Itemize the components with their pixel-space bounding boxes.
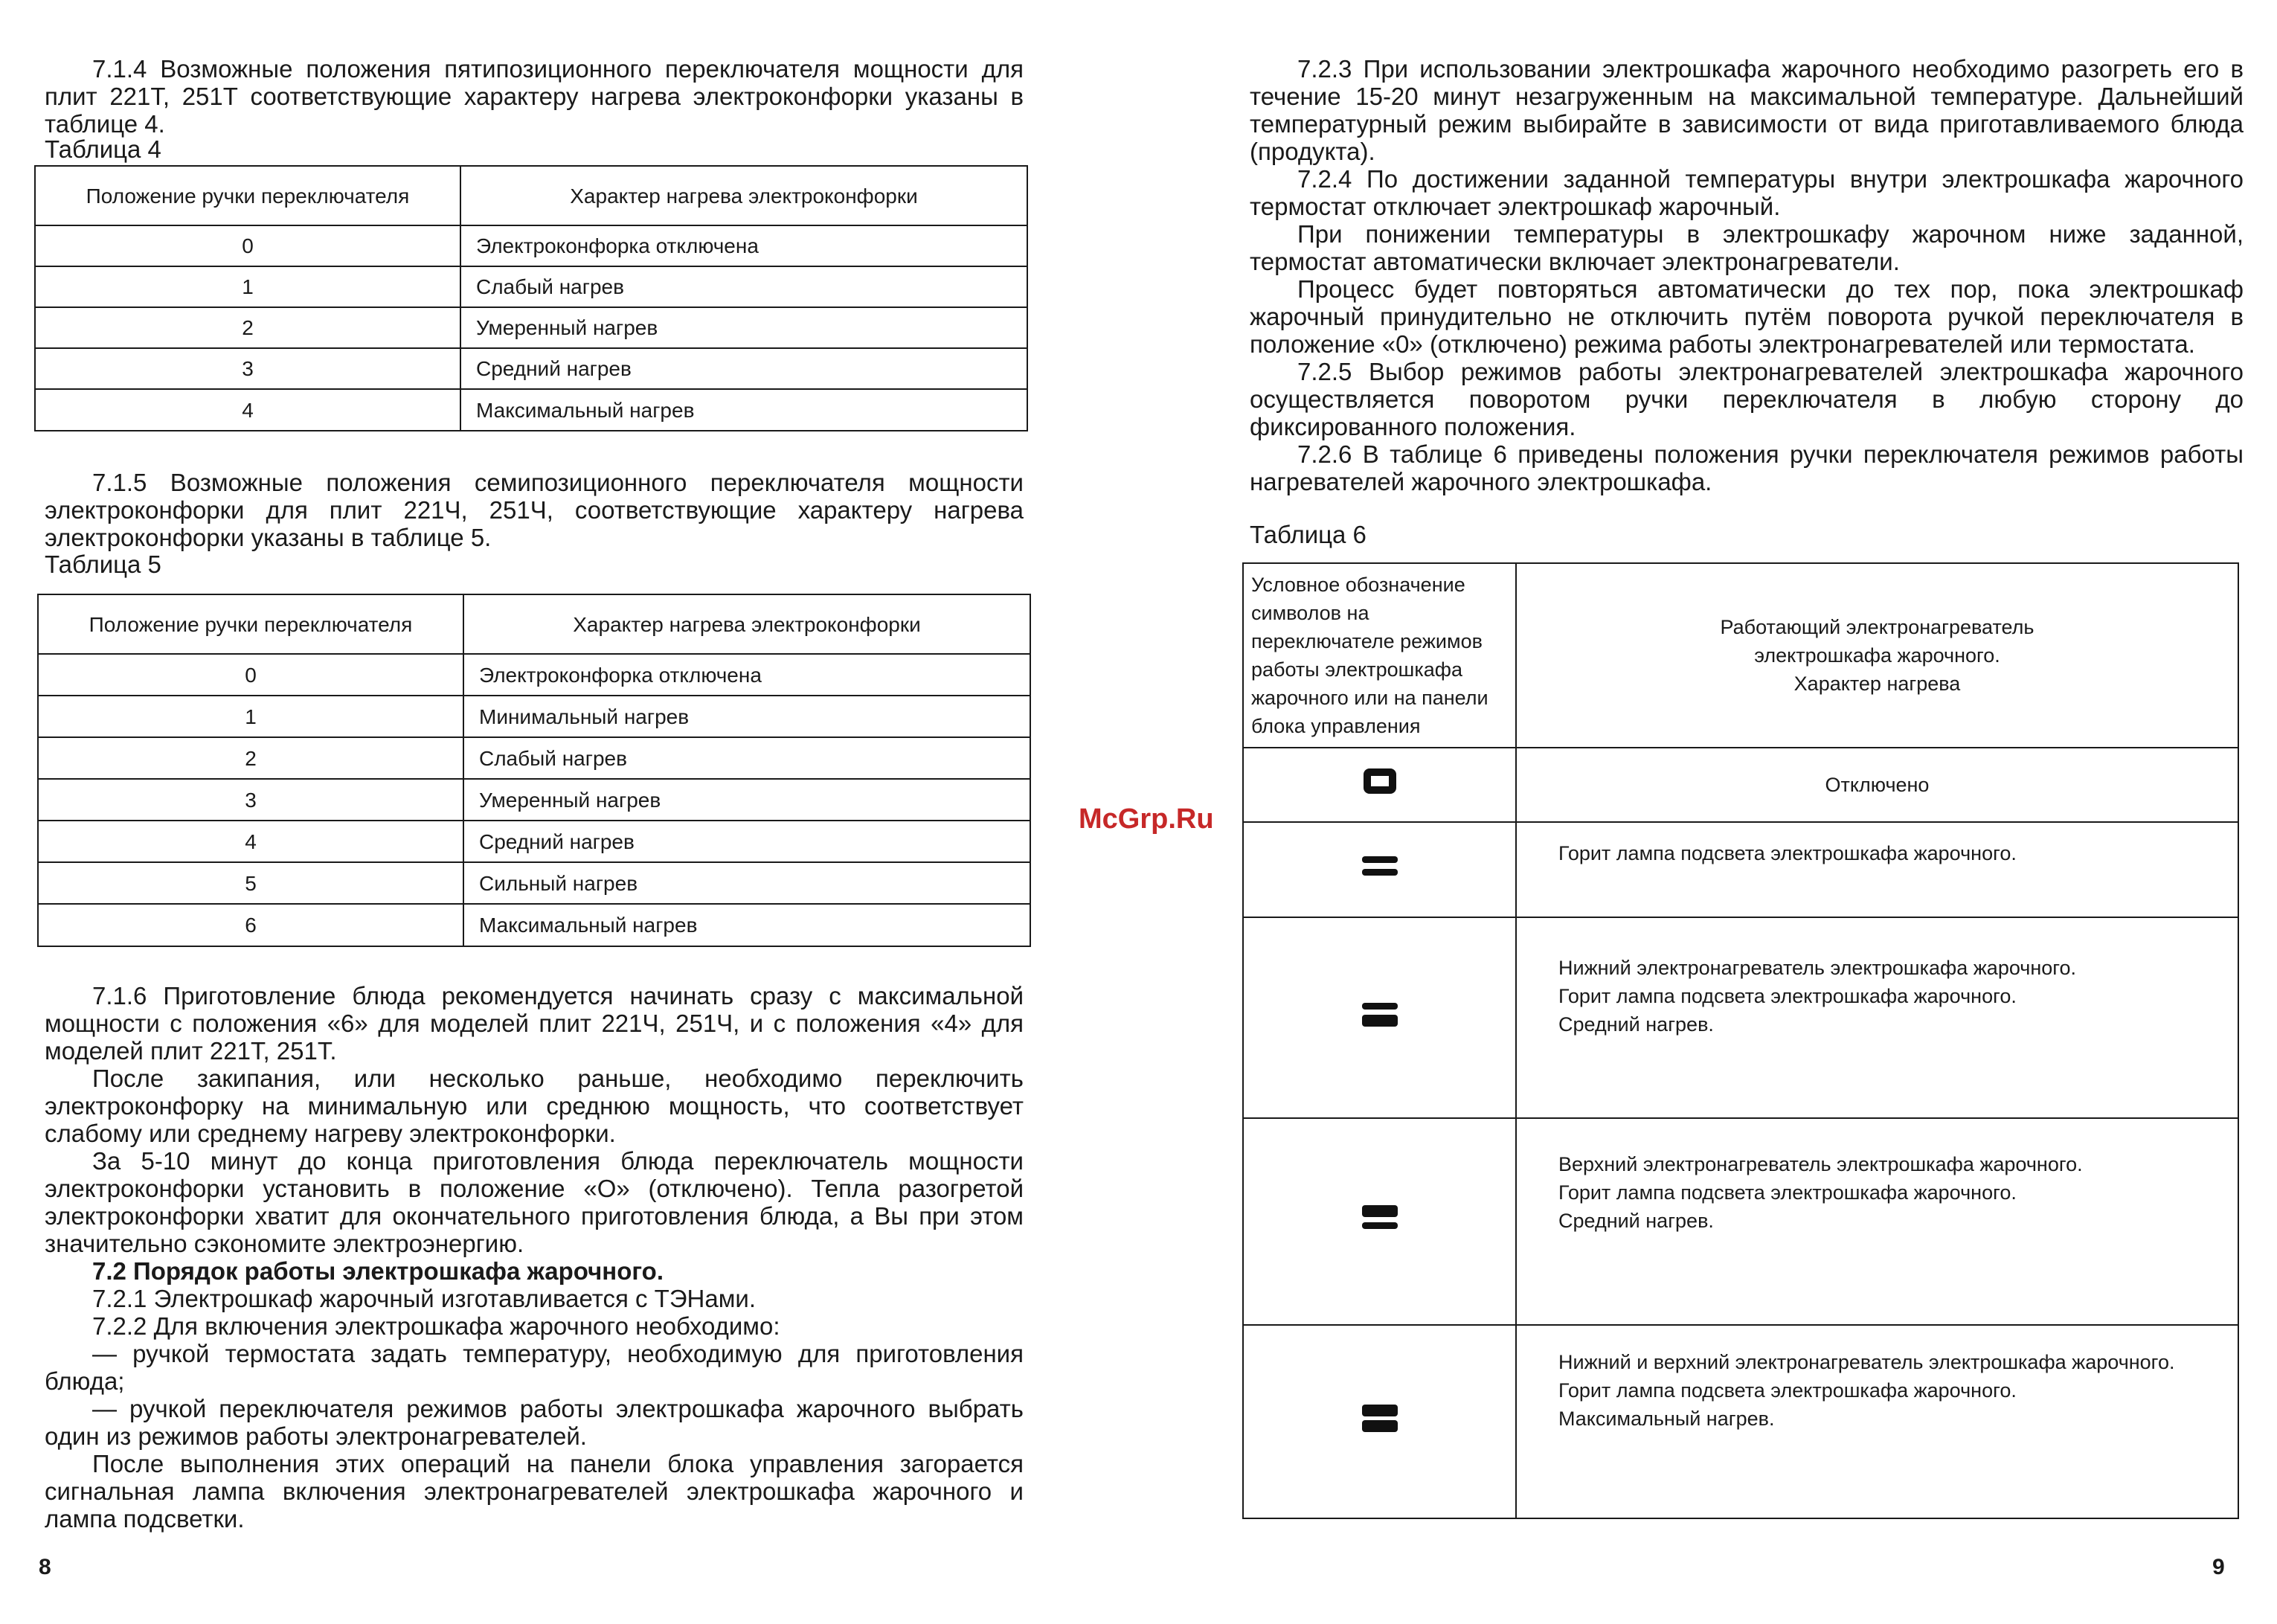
description-line: Максимальный нагрев.	[1558, 1408, 1775, 1430]
cell-position: 2	[38, 737, 463, 779]
description-line: Горит лампа подсвета электрошкафа жарочного.	[1558, 1181, 2017, 1204]
cell-heating: Минимальный нагрев	[463, 696, 1030, 737]
description-line: Горит лампа подсвета электрошкафа жарочного.	[1558, 842, 2017, 864]
table5-header-position: Положение ручки переключателя	[38, 594, 463, 654]
cell-heating: Электроконфорка отключена	[460, 225, 1027, 266]
symbol-cell	[1243, 917, 1516, 1118]
description-line: Нижний и верхний электронагреватель электрошкафа жарочного.	[1558, 1351, 2175, 1373]
symbol-cell	[1243, 748, 1516, 822]
cell-heating: Средний нагрев	[460, 348, 1027, 389]
paragraph: 7.2.6 В таблице 6 приведены положения ручки переключателя режимов работы нагревателей жарочного электрошкафа.	[1250, 440, 2244, 495]
cell-position: 0	[38, 654, 463, 696]
paragraph: Процесс будет повторяться автоматически до тех пор, пока электрошкаф жарочный принудительно не отключить путём поворота ручкой переключателя в положение «0» (отключено) режима работы электронагревателей или термостата.	[1250, 275, 2244, 358]
description-line: Верхний электронагреватель электрошкафа жарочного.	[1558, 1153, 2083, 1175]
off-square-icon	[1359, 766, 1401, 797]
table-5	[37, 594, 1031, 947]
cell-heating: Сильный нагрев	[463, 862, 1030, 904]
table-row	[38, 904, 1030, 946]
cell-heating: Электроконфорка отключена	[463, 654, 1030, 696]
page-right	[1138, 0, 2277, 1624]
table-row	[1243, 1325, 2238, 1518]
description-cell	[1516, 748, 2238, 822]
description-line: Средний нагрев.	[1558, 1210, 1714, 1232]
description-cell	[1516, 917, 2238, 1118]
cell-heating: Средний нагрев	[463, 821, 1030, 862]
table5-header-heating: Характер нагрева электроконфорки	[463, 594, 1030, 654]
symbol-cell	[1243, 1325, 1516, 1518]
page-number: 9	[2212, 1555, 2225, 1579]
cell-position: 2	[35, 307, 460, 348]
table6-caption: Таблица 6	[1250, 521, 1366, 548]
list-item: — ручкой термостата задать температуру, необходимую для приготовления блюда;	[45, 1340, 1024, 1395]
watermark-link[interactable]: McGrp.Ru	[1079, 803, 1214, 835]
table-6	[1242, 562, 2239, 1519]
cell-heating: Максимальный нагрев	[460, 389, 1027, 431]
table-row	[35, 348, 1027, 389]
table-row	[38, 654, 1030, 696]
list-item: — ручкой переключателя режимов работы электрошкафа жарочного выбрать один из режимов работы электронагревателей.	[45, 1395, 1024, 1450]
table-row	[1243, 917, 2238, 1118]
paragraph: 7.2.3 При использовании электрошкафа жарочного необходимо разогреть его в течение 15-20 минут незагруженным на максимальной температуре. Дальнейший температурный режим выбирайте в зависимости от вида приготавливаемого блюда (продукта).	[1250, 55, 2244, 165]
cell-position: 3	[35, 348, 460, 389]
paragraph: 7.1.6 Приготовление блюда рекомендуется начинать сразу с максимальной мощности с положения «6» для моделей плит 221Ч, 251Ч, и с положения «4» для моделей плит 221Т, 251Т.	[45, 982, 1024, 1065]
description-line: Нижний электронагреватель электрошкафа жарочного.	[1558, 957, 2077, 979]
table-row	[35, 266, 1027, 307]
cell-position: 0	[35, 225, 460, 266]
table-4	[34, 165, 1028, 431]
header-line: Работающий электронагреватель	[1720, 616, 2034, 638]
table-row	[1243, 748, 2238, 822]
cell-heating: Слабый нагрев	[463, 737, 1030, 779]
table5-caption: Таблица 5	[45, 551, 161, 578]
table-row	[38, 779, 1030, 821]
lamp-symbol-icon	[1359, 850, 1401, 882]
table-row	[35, 307, 1027, 348]
paragraph: После выполнения этих операций на панели блока управления загорается сигнальная лампа включения электронагревателей электрошкафа жарочного и лампа подсветки.	[45, 1450, 1024, 1532]
paragraph: 7.2.5 Выбор режимов работы электронагревателей электрошкафа жарочного осуществляется поворотом ручки переключателя в любую сторону до фиксированного положения.	[1250, 358, 2244, 440]
description-line: Средний нагрев.	[1558, 1013, 1714, 1036]
cell-heating: Умеренный нагрев	[460, 307, 1027, 348]
description-line: Отключено	[1825, 774, 1930, 796]
top-heater-symbol-icon	[1359, 1202, 1401, 1233]
description-cell	[1516, 1325, 2238, 1518]
header-line: электрошкафа жарочного.	[1754, 644, 2000, 667]
symbol-cell	[1243, 1118, 1516, 1325]
cell-position: 4	[35, 389, 460, 431]
cell-position: 3	[38, 779, 463, 821]
cell-position: 4	[38, 821, 463, 862]
paragraph: После закипания, или несколько раньше, необходимо переключить электроконфорку на минимальную или среднюю мощность, что соответствует слабому или среднему нагреву электроконфорки.	[45, 1065, 1024, 1147]
table4-caption: Таблица 4	[45, 135, 161, 163]
paragraph: 7.1.4 Возможные положения пятипозиционного переключателя мощности для плит 221Т, 251Т соответствующие характеру нагрева электроконфорки указаны в таблице 4.	[45, 55, 1024, 138]
section-7-1-4	[45, 55, 1024, 138]
cell-heating: Умеренный нагрев	[463, 779, 1030, 821]
header-line: Характер нагрева	[1793, 673, 1961, 695]
paragraph: 7.1.5 Возможные положения семипозиционного переключателя мощности электроконфорки для плит 221Ч, 251Ч, соответствующие характеру нагрева электроконфорки указаны в таблице 5.	[45, 469, 1024, 551]
table-row	[38, 821, 1030, 862]
cell-heating: Максимальный нагрев	[463, 904, 1030, 946]
paragraph: 7.2.4 По достижении заданной температуры внутри электрошкафа жарочного термостат отключает электрошкаф жарочный.	[1250, 165, 2244, 220]
table-row	[1243, 822, 2238, 917]
description-line: Горит лампа подсвета электрошкафа жарочного.	[1558, 1379, 2017, 1402]
bottom-heater-symbol-icon	[1359, 998, 1401, 1030]
table6-header-symbol: Условное обозначение символов на переключателе режимов работы электрошкафа жарочного или на панели блока управления	[1243, 563, 1516, 748]
paragraph: За 5-10 минут до конца приготовления блюда переключатель мощности электроконфорки установить в положение «О» (отключено). Тепла разогретой электроконфорки хватит для окончательного приготовления блюда, а Вы при этом значительно сэкономите электроэнергию.	[45, 1147, 1024, 1257]
table-row	[38, 696, 1030, 737]
paragraph: 7.2.2 Для включения электрошкафа жарочного необходимо:	[92, 1312, 780, 1340]
section-heading: 7.2 Порядок работы электрошкафа жарочного.	[92, 1257, 664, 1285]
top-bottom-heater-symbol-icon	[1359, 1402, 1401, 1434]
section-7-2-3-to-7-2-6	[1250, 55, 2244, 495]
cell-position: 1	[38, 696, 463, 737]
page-number: 8	[39, 1555, 51, 1579]
paragraph: При понижении температуры в электрошкафу жарочном ниже заданной, термостат автоматически включает электронагреватели.	[1250, 220, 2244, 275]
table6-header-heater	[1516, 563, 2238, 748]
table-row	[35, 225, 1027, 266]
symbol-cell	[1243, 822, 1516, 917]
page-left	[0, 0, 1138, 1624]
section-7-1-6-and-7-2	[45, 982, 1024, 1532]
description-line: Горит лампа подсвета электрошкафа жарочного.	[1558, 985, 2017, 1007]
table-row	[38, 737, 1030, 779]
section-7-1-5	[45, 469, 1024, 551]
table4-header-heating: Характер нагрева электроконфорки	[460, 166, 1027, 225]
cell-position: 5	[38, 862, 463, 904]
paragraph: 7.2.1 Электрошкаф жарочный изготавливается с ТЭНами.	[92, 1285, 757, 1312]
description-cell	[1516, 822, 2238, 917]
table4-header-position: Положение ручки переключателя	[35, 166, 460, 225]
cell-position: 1	[35, 266, 460, 307]
table-row	[38, 862, 1030, 904]
cell-heating: Слабый нагрев	[460, 266, 1027, 307]
cell-position: 6	[38, 904, 463, 946]
table-row	[1243, 1118, 2238, 1325]
description-cell	[1516, 1118, 2238, 1325]
table-row	[35, 389, 1027, 431]
